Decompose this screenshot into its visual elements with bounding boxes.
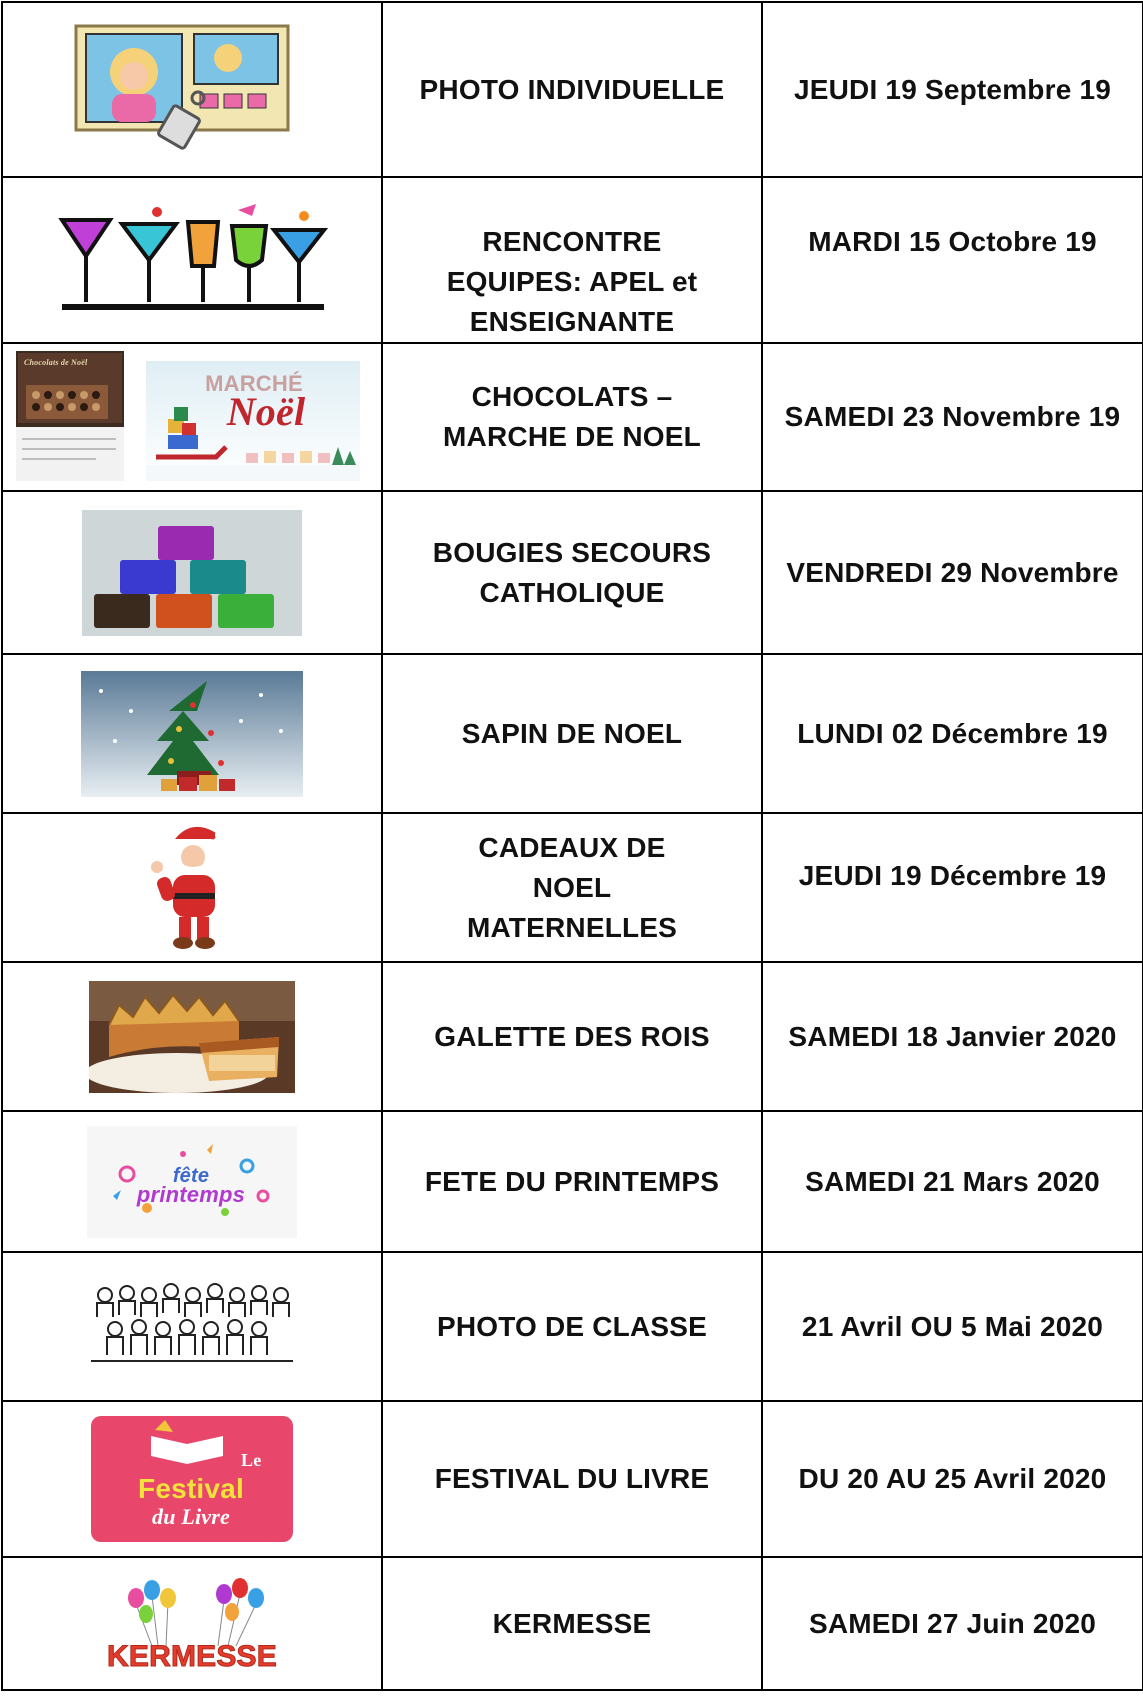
events-table <box>1 1 1143 1691</box>
kermesse-logo-text: KERMESSE <box>107 1639 277 1672</box>
event-date-cell <box>762 491 1143 654</box>
table-row <box>2 654 1143 813</box>
event-label-cell <box>382 177 762 343</box>
chocolates-catalogue-photo <box>16 351 124 481</box>
table-row <box>2 491 1143 654</box>
event-date-cell <box>762 177 1143 343</box>
event-date-cell <box>762 1252 1143 1401</box>
photo-album-illustration <box>72 22 312 157</box>
event-image-cell <box>2 1111 382 1252</box>
event-date-cell <box>762 1557 1143 1690</box>
festival-du-livre-logo <box>91 1416 293 1542</box>
event-date-cell <box>762 1111 1143 1252</box>
event-date: DU 20 AU 25 Avril 2020 <box>798 1463 1107 1494</box>
table-row <box>2 1252 1143 1401</box>
event-date-cell <box>762 343 1143 491</box>
logo-text-line1: fête <box>172 1164 210 1187</box>
event-label-cell <box>382 2 762 177</box>
table-row <box>2 813 1143 962</box>
logo-text-line2: Festival <box>138 1473 244 1504</box>
poster-title-line1: MARCHÉ <box>205 371 303 396</box>
event-label: FETE DU PRINTEMPS <box>424 1165 720 1197</box>
event-image-cell <box>2 491 382 654</box>
logo-text-line2: printemps <box>136 1181 246 1207</box>
fete-du-printemps-logo <box>87 1126 297 1238</box>
event-image-cell <box>2 2 382 177</box>
event-label-cell <box>382 491 762 654</box>
event-image-cell <box>2 1557 382 1690</box>
event-date: SAMEDI 21 Mars 2020 <box>805 1165 1100 1197</box>
table-row <box>2 1111 1143 1252</box>
event-label: CADEAUX DE NOEL MATERNELLES <box>466 831 678 943</box>
santa-claus-illustration <box>147 821 237 955</box>
table-row <box>2 1401 1143 1557</box>
candles-photo <box>82 510 302 636</box>
event-date: SAMEDI 18 Janvier 2020 <box>788 1020 1117 1052</box>
event-image-cell <box>2 962 382 1111</box>
logo-text-line1: Le <box>241 1450 262 1470</box>
event-label: PHOTO DE CLASSE <box>436 1310 708 1342</box>
table-row <box>2 1557 1143 1690</box>
event-date: SAMEDI 27 Juin 2020 <box>808 1607 1097 1639</box>
catalogue-title: Chocolats de Noël <box>24 358 88 367</box>
event-label: GALETTE DES ROIS <box>434 1020 710 1052</box>
christmas-market-poster <box>146 361 360 481</box>
event-label: KERMESSE <box>492 1607 652 1639</box>
event-label: CHOCOLATS – MARCHE DE NOEL <box>443 381 701 452</box>
event-date: VENDREDI 29 Novembre <box>786 556 1119 588</box>
event-label-cell <box>382 813 762 962</box>
event-date: LUNDI 02 Décembre 19 <box>797 717 1108 749</box>
event-label: BOUGIES SECOURS CATHOLIQUE <box>432 536 712 608</box>
event-label-cell <box>382 1401 762 1557</box>
poster-title-line2: Noël <box>226 389 306 434</box>
event-label-cell <box>382 654 762 813</box>
event-date-cell <box>762 962 1143 1111</box>
event-label: RENCONTRE EQUIPES: APEL et ENSEIGNANTE <box>446 226 698 337</box>
event-image-cell <box>2 1401 382 1557</box>
event-date-cell <box>762 1401 1143 1557</box>
table-row <box>2 2 1143 177</box>
kermesse-logo <box>106 1576 278 1672</box>
event-image-cell <box>2 654 382 813</box>
event-date-cell <box>762 654 1143 813</box>
cocktail-glasses-illustration <box>52 200 332 320</box>
logo-text-line3: du Livre <box>152 1504 230 1529</box>
class-photo-drawing <box>85 1277 299 1377</box>
event-date: SAMEDI 23 Novembre 19 <box>784 401 1121 432</box>
event-date: JEUDI 19 Septembre 19 <box>793 73 1111 105</box>
event-date: MARDI 15 Octobre 19 <box>808 226 1097 257</box>
event-image-cell <box>2 813 382 962</box>
table-row <box>2 343 1143 491</box>
table-row <box>2 962 1143 1111</box>
event-label-cell <box>382 343 762 491</box>
galette-des-rois-photo <box>89 981 295 1093</box>
event-label: PHOTO INDIVIDUELLE <box>419 73 725 105</box>
event-image-cell <box>2 343 382 491</box>
event-date-cell <box>762 2 1143 177</box>
event-label-cell <box>382 962 762 1111</box>
table-row <box>2 177 1143 343</box>
event-date: JEUDI 19 Décembre 19 <box>798 860 1107 891</box>
event-date: 21 Avril OU 5 Mai 2020 <box>801 1310 1104 1342</box>
event-label-cell <box>382 1557 762 1690</box>
event-label: FESTIVAL DU LIVRE <box>434 1463 710 1494</box>
event-label-cell <box>382 1111 762 1252</box>
event-date-cell <box>762 813 1143 962</box>
event-image-cell <box>2 1252 382 1401</box>
christmas-tree-photo <box>81 671 303 797</box>
event-label-cell <box>382 1252 762 1401</box>
event-image-cell <box>2 177 382 343</box>
event-label: SAPIN DE NOEL <box>461 717 683 749</box>
